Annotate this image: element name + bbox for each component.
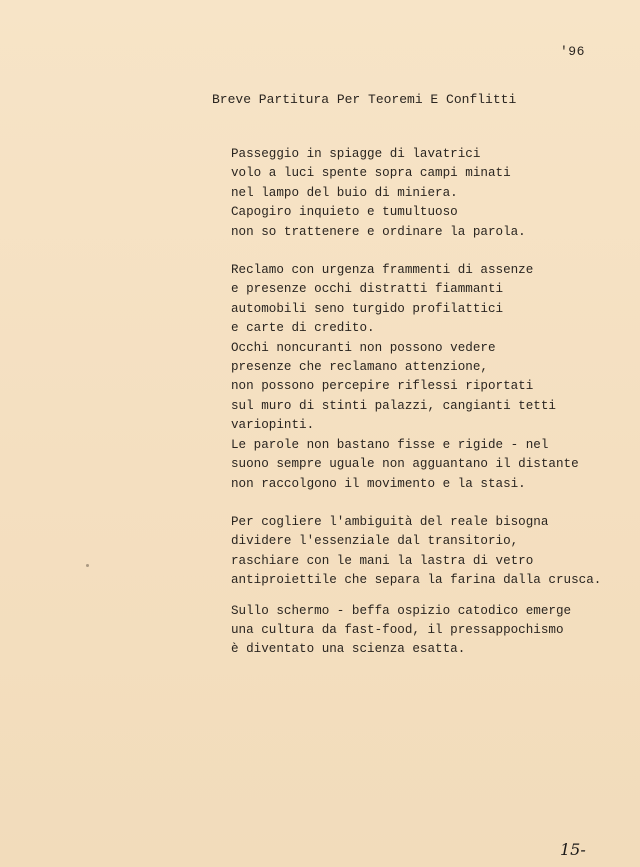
poem-line: non possono percepire riflessi riportati <box>231 379 534 394</box>
poem-line: antiproiettile che separa la farina dalla crusca. <box>231 573 602 588</box>
poem-title: Breve Partitura Per Teoremi E Conflitti <box>212 92 517 107</box>
poem-line: dividere l'essenziale dal transitorio, <box>231 534 519 549</box>
poem-line: nel lampo del buio di miniera. <box>231 185 458 200</box>
poem-line: Per cogliere l'ambiguità del reale bisogna <box>231 514 549 529</box>
poem-line: Occhi noncuranti non possono vedere <box>231 340 496 355</box>
poem-line: Capogiro inquieto e tumultuoso <box>231 205 458 220</box>
poem-line: Le parole non bastano fisse e rigide - nel <box>231 437 549 452</box>
stanza-4 <box>231 602 591 660</box>
poem-line: volo a luci spente sopra campi minati <box>231 166 511 181</box>
poem-line: raschiare con le mani la lastra di vetro <box>231 553 534 568</box>
poem-body <box>231 145 602 660</box>
poem-line: Passeggio in spiagge di lavatrici <box>231 147 481 161</box>
paper-smudge <box>86 564 89 567</box>
poem-line: una cultura da fast-food, il pressappochismo <box>231 622 564 637</box>
year-label: '96 <box>560 44 585 59</box>
stanza-1 <box>231 145 591 242</box>
poem-line: automobili seno turgido profilattici <box>231 301 504 316</box>
page-number: 15- <box>560 840 586 859</box>
poem-line: Reclamo con urgenza frammenti di assenze <box>231 263 534 278</box>
poem-line: sul muro di stinti palazzi, cangianti tetti <box>231 398 556 413</box>
stanza-2 <box>231 261 591 494</box>
poem-line: non so trattenere e ordinare la parola. <box>231 224 526 239</box>
poem-line: Sullo schermo - beffa ospizio catodico emerge <box>231 603 572 618</box>
poem-line: e carte di credito. <box>231 321 375 336</box>
poem-line: variopinti. <box>231 418 315 433</box>
poem-line: e presenze occhi distratti fiammanti <box>231 282 504 297</box>
stanza-3 <box>231 513 602 591</box>
poem-line: presenze che reclamano attenzione, <box>231 360 488 375</box>
poem-line: non raccolgono il movimento e la stasi. <box>231 476 526 491</box>
poem-line: suono sempre uguale non agguantano il distante <box>231 457 579 472</box>
poem-line: è diventato una scienza esatta. <box>231 642 466 657</box>
